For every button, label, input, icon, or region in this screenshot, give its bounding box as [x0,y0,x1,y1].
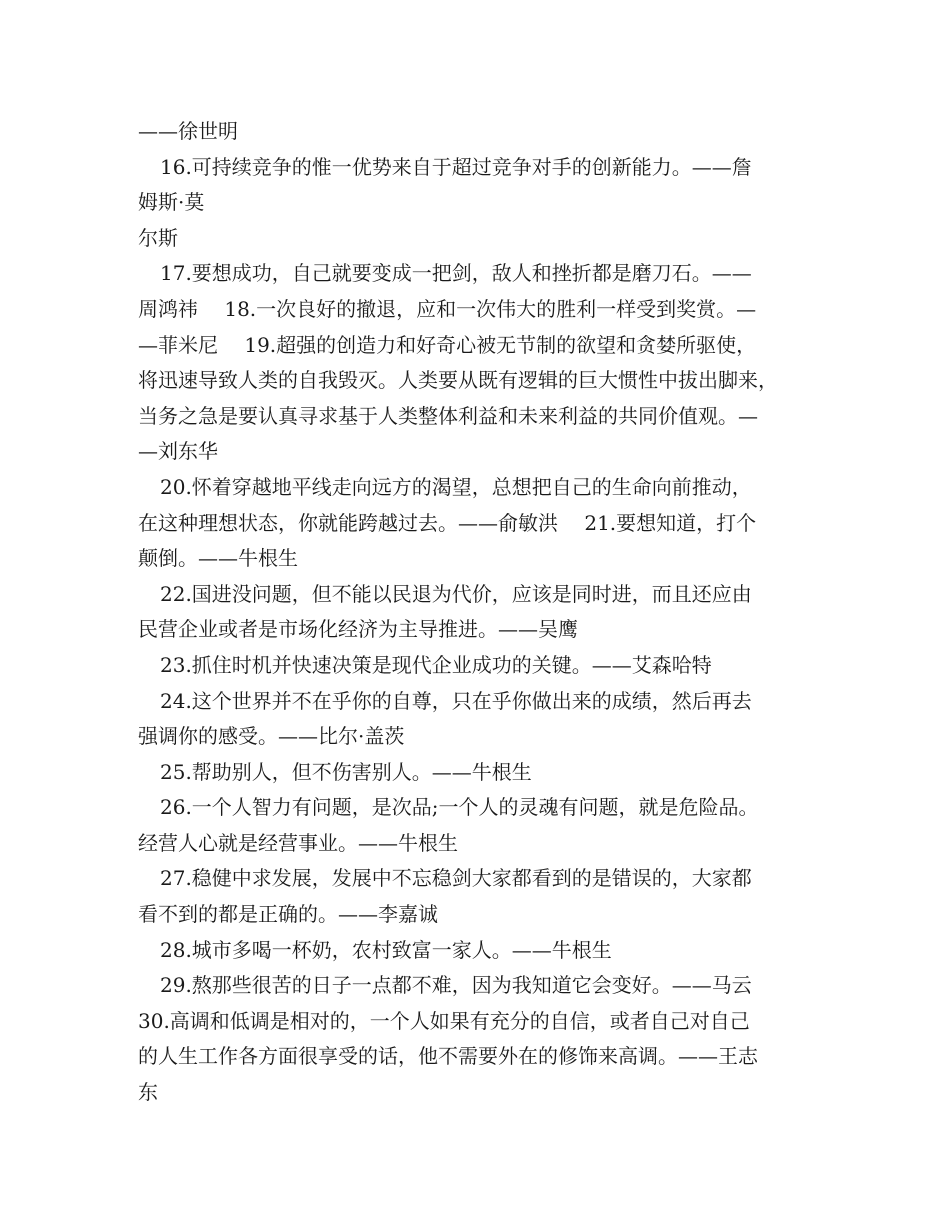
text-line: 29.熬那些很苦的日子一点都不难，因为我知道它会变好。——马云 [160,973,752,998]
text-line: —刘东华 [138,439,218,464]
text-line: 22.国进没问题，但不能以民退为代价，应该是同时进，而且还应由 [160,581,752,606]
text-line: 尔斯 [138,225,178,250]
text-line: 20.怀着穿越地平线走向远方的渴望，总想把自己的生命向前推动， [160,474,752,499]
text-line: —菲米尼 19.超强的创造力和好奇心被无节制的欲望和贪婪所驱使， [138,332,757,357]
text-line: 23.抓住时机并快速决策是现代企业成功的关键。——艾森哈特 [160,652,712,677]
text-line: 姆斯·莫 [138,190,205,215]
text-line: 27.稳健中求发展，发展中不忘稳剑大家都看到的是错误的，大家都 [160,866,752,891]
text-line: ——徐世明 [138,119,238,143]
text-line: 看不到的都是正确的。——李嘉诚 [138,902,438,927]
text-line: 30.高调和低调是相对的，一个人如果有充分的自信，或者自己对自己 [138,1008,750,1033]
text-line: 16.可持续竞争的惟一优势来自于超过竞争对手的创新能力。——詹 [160,154,752,179]
text-line: 28.城市多喝一杯奶，农村致富一家人。——牛根生 [160,937,612,962]
text-line: 26.一个人智力有问题，是次品;一个人的灵魂有问题，就是危险品。 [160,795,759,820]
text-line: 在这种理想状态，你就能跨越过去。——俞敏洪 21.要想知道，打个 [138,510,757,535]
text-line: 经营人心就是经营事业。——牛根生 [138,830,458,855]
quotes-text-block [138,114,818,1111]
text-line: 的人生工作各方面很享受的话，他不需要外在的修饰来高调。——王志 [138,1044,758,1069]
text-line: 颠倒。——牛根生 [138,546,298,571]
text-line: 东 [138,1080,158,1105]
text-line: 将迅速导致人类的自我毁灭。人类要从既有逻辑的巨大惯性中拔出脚来， [138,368,778,393]
text-line: 周鸿祎 18.一次良好的撤退，应和一次伟大的胜利一样受到奖赏。— [138,296,757,321]
text-line: 强调你的感受。——比尔·盖茨 [138,724,405,749]
text-line: 17.要想成功，自己就要变成一把剑，敌人和挫折都是磨刀石。—— [160,261,752,286]
text-line: 25.帮助别人，但不伤害别人。——牛根生 [160,759,532,784]
text-line: 24.这个世界并不在乎你的自尊，只在乎你做出来的成绩，然后再去 [160,688,752,713]
text-line: 民营企业或者是市场化经济为主导推进。——吴鹰 [138,617,578,642]
text-line: 当务之急是要认真寻求基于人类整体利益和未来利益的共同价值观。— [138,403,758,428]
